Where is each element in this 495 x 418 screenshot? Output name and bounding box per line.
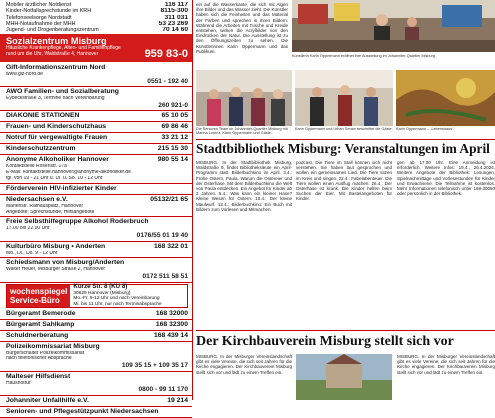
directory-entry bbox=[0, 184, 192, 195]
caption-painting: Karin Oppermann – „Lebenshaus“ bbox=[396, 127, 454, 131]
entry-detail: 0176/55 01 19 40 bbox=[136, 232, 188, 240]
row-name: MHH-Notaufnahme der MHH bbox=[6, 20, 76, 27]
entry-detail: www.giz-nord.de bbox=[6, 72, 43, 78]
entry-title-row bbox=[0, 321, 192, 329]
directory-entry bbox=[0, 396, 192, 407]
entry-detail: 0551 - 192 40 bbox=[147, 77, 188, 85]
row-phone: 311 031 bbox=[164, 14, 188, 21]
directory-entry bbox=[0, 342, 192, 372]
directory-entries bbox=[0, 63, 192, 283]
entry-detail: Angebote: Sprechstunde, Hilfsangebote bbox=[6, 209, 95, 215]
service-directory bbox=[0, 0, 192, 415]
directory-entry bbox=[0, 320, 192, 331]
wochenspiegel-address: Kurze Str. 8 (KU 8) bbox=[73, 282, 128, 290]
entry-title-row bbox=[0, 243, 192, 251]
row-name: Mobiler ärztlicher Notdienst bbox=[6, 2, 72, 8]
entry-title: Polizeikommissariat Misburg bbox=[6, 342, 100, 350]
row-phone: 116 117 bbox=[164, 2, 188, 8]
entry-title: Bürgeramt Sahlkamp bbox=[6, 320, 75, 328]
row-phone: 53 23 269 bbox=[158, 20, 188, 27]
entry-phone: 980 55 14 bbox=[157, 156, 188, 164]
entry-title: Niedersachsen e.V. bbox=[6, 195, 68, 203]
entry-detail: 260 921-0 bbox=[158, 102, 188, 110]
entry-title: Notruf für vergewaltigte Frauen bbox=[6, 134, 108, 142]
entry-title-row bbox=[0, 156, 192, 164]
article-area bbox=[196, 0, 495, 400]
row-phone: 8115-300 bbox=[160, 8, 188, 15]
exhibition-photo-top bbox=[292, 0, 495, 52]
entry-detail: nach telefonischer Absprache bbox=[6, 356, 72, 362]
sozialzentrum-phone: 959 83-0 bbox=[144, 48, 188, 61]
entry-detail: Walter Heuer, Misburger Straße 2, Hannover bbox=[6, 267, 106, 273]
sozialzentrum-ad bbox=[0, 34, 192, 62]
directory-row bbox=[0, 27, 192, 33]
article-col-2: podcast. Die Tiere im Stall können sich nicht verstehen. Sie haben laut gesprochen und wollen ein gemeinsames Lied. Die Tiere sitzen im Kreis und singen. 22.4.: Fabelabenteuer. Die Tiere wollen einen Ausflug machen. 26.4.: Der Osterhase ist krank. Die Kinder helfen beim Suchen der Eier. Mit Bastelangeboten für Kinder. bbox=[296, 160, 392, 202]
directory-entry bbox=[0, 331, 192, 342]
entry-detail: Eybeckstraße 3, Termine nach Vereinbarung bbox=[6, 96, 105, 102]
entry-phone: 69 86 46 bbox=[161, 123, 188, 131]
top-photo-caption: Künstlerin Karin Oppermann eröffnet ihre Ausstellung im Johanniter-Quartier Misburg bbox=[292, 54, 436, 58]
top-article-text: ein auf die Wasserkante, die sich mit Algen ihre Bilder und das Wasser zieht. Die Künstler haben sich die Feinheiten und das Material der Farben und sprechen in ihren Bildern. Während die Arbeiten mit Tusche und Kreide entstehen, wirken die Acrylbilder von den Eindrücken der Natur. Die Ausstellung ist zu den Öffnungszeiten zu sehen. Die Künstlerinnen Karin Oppermann und das Publikum. bbox=[196, 2, 288, 54]
entry-title-row bbox=[0, 64, 192, 72]
entry-title: Schuldnerberatung bbox=[6, 331, 69, 339]
entry-detail: tgl. von 19 - 21 Uhr u. Di. u. So. 10 - 12 Uhr bbox=[6, 176, 103, 182]
sozialzentrum-title: Sozialzentrum Misburg bbox=[6, 36, 107, 47]
entry-title: Kulturbüro Misburg • Anderten bbox=[6, 242, 106, 250]
entry-title: Schiedsmann von Misburg/Anderten bbox=[6, 259, 125, 267]
wochenspiegel-box bbox=[6, 284, 188, 308]
entry-title-row bbox=[0, 343, 192, 351]
entry-detail: Kontaktstelle Rosenstr. 17a bbox=[6, 164, 67, 170]
entry-detail: E-Mail: kontaktstelle.hannover@anonyme-alkoholiker.de bbox=[6, 170, 131, 176]
directory-entry bbox=[0, 195, 192, 218]
row-name: Kinder-Notfallsprechstunde im KRH bbox=[6, 8, 92, 15]
entry-detail: 0172 511 58 51 bbox=[142, 273, 188, 281]
wochenspiegel-hours2: Mi. bis 11 Uhr, nur nach Terminabsprache bbox=[73, 301, 162, 307]
entry-phone: 215 15 30 bbox=[157, 145, 188, 153]
entry-phone: 168 32000 bbox=[155, 309, 188, 317]
guests-photo bbox=[295, 70, 393, 126]
entry-title-row bbox=[0, 397, 192, 405]
entry-title: Gift-Informationszentrum Nord bbox=[6, 64, 106, 72]
caption-guests: Karin Oppermann und Urban Senior beschriftet die Gäste. bbox=[295, 127, 393, 131]
entry-title-row bbox=[0, 123, 192, 131]
directory-entry bbox=[0, 242, 192, 259]
entry-title-row bbox=[0, 145, 192, 153]
entry-phone: 05132/21 65 bbox=[150, 195, 188, 203]
entry-title-row bbox=[0, 185, 192, 193]
directory-entry bbox=[0, 217, 192, 241]
wochenspiegel-city: 30629 Hannover (Misburg) bbox=[73, 290, 131, 296]
directory-entry bbox=[0, 63, 192, 87]
kirchbau-col-3: MISBURG. In der Misburger Vereinslandschaft gibt es viele Vereine, die sich seit Jahren für die Kirche engagieren. Der Kirchbauverein Misburg stellt sich vor und lädt zu einem Treffen ein. bbox=[397, 354, 495, 375]
headline-kirchbauverein: Der Kirchbauverein Misburg stellt sich vor bbox=[196, 334, 454, 349]
entry-title: Förderverein HIV-infizierter Kinder bbox=[6, 184, 117, 192]
wochenspiegel-logo bbox=[7, 285, 70, 307]
entry-title: Senioren- und Pflegestützpunkt Niedersachsen bbox=[6, 407, 159, 415]
entry-title: Malteser Hilfsdienst bbox=[6, 372, 71, 380]
entry-phone: 19 214 bbox=[167, 396, 188, 404]
entry-title: DIAKONIE STATIONEN bbox=[6, 112, 80, 120]
entry-title-row bbox=[0, 196, 192, 204]
wochenspiegel-hours: Mo.-Fr. 9-12 Uhr und nach Vereinbarung bbox=[73, 296, 160, 302]
entry-title-row bbox=[0, 259, 192, 267]
headline-stadtbibliothek: Stadtbibliothek Misburg: Veranstaltungen im April bbox=[196, 141, 490, 156]
entry-phone: 65 10 05 bbox=[161, 112, 188, 120]
section-rule bbox=[196, 139, 495, 140]
entry-phone: 168 322 01 bbox=[153, 242, 188, 250]
entry-title: Freie Selbsthilfegruppe Alkohol Roderbruch bbox=[6, 218, 149, 226]
entry-phone: 33 21 12 bbox=[161, 134, 188, 142]
article-col-1: MISBURG. In der Stadtbibliothek Misburg, Waldstraße 9, findet Bibliotheksleute ein April-Programm statt. Bilderbuchkino im April. 3.4.: Frohe Ostern, Paula. Warum die Ostereier und der Osterhase. Mit dem Bilderbuchkino die Welt von Paula entdecken. Ein Angebot für Kinder ab 3 Jahren. 5.4.: Was kann ein kleiner Hase? Kleine Wesen für Ostern. 10.4.: Der kleine Maulwurf. 12.4.: Bilderbuchkino: Ein Buch mit Bildern zum Vorlesen und Mitmachen. bbox=[196, 160, 292, 212]
entry-title-row bbox=[0, 373, 192, 381]
kirchbau-photo-1 bbox=[296, 354, 392, 400]
entry-detail: Bürgerschalter Polizeikommissariat bbox=[6, 350, 85, 356]
entry-title-row bbox=[0, 134, 192, 142]
entry-detail: Hausnotruf bbox=[6, 380, 31, 386]
directory-entry bbox=[0, 407, 192, 418]
row-name: Telefonseelsorge Nordstadt bbox=[6, 14, 72, 21]
article-col-3: gen ab 17.00 Uhr. Eine Anmeldung ist erforderlich. Weitere Infos: 19.4., 26.4.2024. Weitere Angebote der Bibliothek: Lesungen, Spielnachmittage und Vorlesestunden für Kinder und Erwachsene. Die Teilnahme ist kostenlos. Mehr Informationen telefonisch unter 168-30050 oder persönlich in der Bibliothek. bbox=[397, 160, 495, 197]
entry-phone: 168 32300 bbox=[155, 320, 188, 328]
section-rule-2 bbox=[196, 330, 495, 331]
wochenspiegel-info bbox=[70, 284, 164, 307]
logo-text: wochenspiegel bbox=[10, 286, 68, 296]
entry-title: Anonyme Alkoholiker Hannover bbox=[6, 156, 109, 164]
entry-title-row bbox=[0, 218, 192, 226]
row-name: Jugend- und Drogenberatungszentrum bbox=[6, 27, 99, 34]
senior-team-photo bbox=[196, 70, 292, 126]
emergency-list bbox=[0, 2, 192, 33]
entry-title-row bbox=[0, 88, 192, 96]
sozialzentrum-sub2: rund um die Uhr, Waldstraße 4, Hannover bbox=[6, 51, 99, 58]
directory-entry bbox=[0, 309, 192, 320]
entry-detail: 17.00 bis 22.00 Uhr bbox=[6, 226, 50, 232]
kirchbau-text: MISBURG. In der Misburger Vereinslandschaft gibt es viele Vereine, die sich seit Jahren für die Kirche engagieren. Der Kirchbauverein Misburg stellt sich vor und lädt zu einem Treffen ein. bbox=[196, 354, 292, 375]
entry-title: AWO Familien- und Sozialberatung bbox=[6, 88, 119, 96]
row-phone: 70 14 60 bbox=[162, 27, 188, 34]
entry-title: Kinderschutzzentrum bbox=[6, 145, 76, 153]
directory-entry bbox=[0, 372, 192, 396]
directory-entries-bottom bbox=[0, 309, 192, 418]
entry-title-row bbox=[0, 310, 192, 318]
sozialzentrum-sub1: Häusliche Krankenpflege, Alten- und Familienpflege bbox=[6, 45, 121, 52]
directory-entry bbox=[0, 111, 192, 122]
entry-phone: 168 439 14 bbox=[153, 331, 188, 339]
directory-entry bbox=[0, 144, 192, 155]
entry-detail: Marienstr. Rathausplatz, Hannover bbox=[6, 203, 83, 209]
entry-detail: Mo., Di., Do. 9 - 12 Uhr bbox=[6, 250, 58, 256]
directory-entry bbox=[0, 258, 192, 282]
directory-entry bbox=[0, 133, 192, 144]
logo-subtext: Service-Büro bbox=[10, 295, 60, 305]
entry-title-row bbox=[0, 112, 192, 120]
directory-entry bbox=[0, 155, 192, 183]
caption-senior-team: Die Senioren Team im Johanniter-Quartier Misburg mit Marina Lorenz, Karin Oppermann und Gäste. bbox=[196, 127, 288, 136]
entry-title: Johanniter Unfallhilfe e.V. bbox=[6, 396, 89, 404]
entry-title-row bbox=[0, 332, 192, 340]
entry-title: Bürgeramt Bemerode bbox=[6, 309, 76, 317]
directory-entry bbox=[0, 87, 192, 111]
column-divider bbox=[192, 0, 193, 400]
directory-entry bbox=[0, 122, 192, 133]
entry-detail: 109 35 15 + 109 35 17 bbox=[121, 362, 188, 370]
entry-title: Frauen- und Kinderschutzhaus bbox=[6, 123, 107, 131]
painting-photo bbox=[396, 70, 495, 126]
entry-title-row bbox=[0, 408, 192, 416]
entry-detail: 0800 - 99 11 170 bbox=[138, 386, 188, 394]
